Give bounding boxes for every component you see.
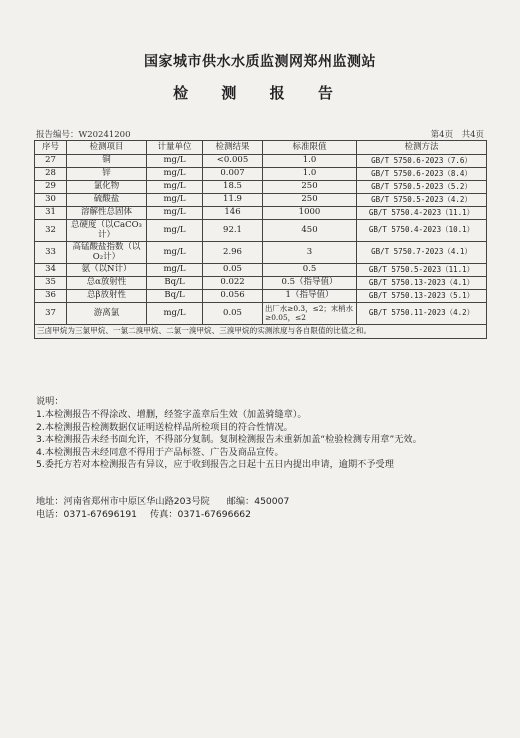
cell-no: 33 — [35, 242, 67, 264]
fax-text: 传真：0371-67696662 — [149, 508, 251, 520]
cell-item: 溶解性总固体 — [67, 207, 147, 220]
cell-item: 总硬度（以CaCO₃计） — [67, 220, 147, 242]
cell-method: GB/T 5750.5-2023（5.2） — [357, 181, 487, 194]
cell-limit: 450 — [263, 220, 357, 242]
table-row — [35, 168, 487, 181]
cell-limit: 出厂水≥0.3，≤2；末梢水≥0.05，≤2 — [263, 303, 357, 325]
results-table — [34, 140, 487, 339]
cell-limit: 0.5（指导值） — [263, 277, 357, 290]
cell-unit: mg/L — [147, 207, 203, 220]
phone-text: 电话：0371-67696191 — [36, 508, 138, 520]
note-item: 3.本检测报告未经书面允许，不得部分复制。复制检测报告未重新加盖“检验检测专用章”无效。 — [36, 434, 422, 446]
table-footnote: 三卤甲烷为三氯甲烷、一氯二溴甲烷、二氯一溴甲烷、三溴甲烷的实测浓度与各自限值的比值之和。 — [35, 325, 487, 339]
contact-section — [36, 496, 496, 521]
table-row — [35, 290, 487, 303]
cell-unit: mg/L — [147, 168, 203, 181]
cell-limit: 1.0 — [263, 168, 357, 181]
cell-no: 35 — [35, 277, 67, 290]
table-row — [35, 181, 487, 194]
cell-no: 27 — [35, 155, 67, 168]
cell-method: GB/T 5750.13-2023（4.1） — [357, 277, 487, 290]
cell-item: 锌 — [67, 168, 147, 181]
cell-unit: mg/L — [147, 303, 203, 325]
note-item: 2.本检测报告检测数据仅证明送检样品所检项目的符合性情况。 — [36, 421, 293, 433]
cell-result: 92.1 — [203, 220, 263, 242]
cell-unit: mg/L — [147, 155, 203, 168]
cell-no: 32 — [35, 220, 67, 242]
col-header-item: 检测项目 — [67, 141, 147, 155]
col-header-unit: 计量单位 — [147, 141, 203, 155]
note-item: 4.本检测报告未经同意不得用于产品标签、广告及商品宣传。 — [36, 446, 284, 458]
postcode-text: 邮编：450007 — [226, 496, 290, 507]
cell-limit: 1000 — [263, 207, 357, 220]
cell-result: 11.9 — [203, 194, 263, 207]
table-row — [35, 207, 487, 220]
cell-item: 总β放射性 — [67, 290, 147, 303]
cell-unit: mg/L — [147, 220, 203, 242]
cell-method: GB/T 5750.5-2023（11.1） — [357, 264, 487, 277]
report-number: 报告编号：W20241200 — [36, 130, 131, 140]
cell-result: <0.005 — [203, 155, 263, 168]
cell-unit: mg/L — [147, 181, 203, 194]
cell-unit: Bq/L — [147, 277, 203, 290]
table-footnote-row — [35, 325, 487, 339]
cell-item: 氨（以N计） — [67, 264, 147, 277]
cell-no: 36 — [35, 290, 67, 303]
cell-method: GB/T 5750.5-2023（4.2） — [357, 194, 487, 207]
col-header-no: 序号 — [35, 141, 67, 155]
cell-result: 0.022 — [203, 277, 263, 290]
table-row — [35, 194, 487, 207]
cell-limit: 250 — [263, 181, 357, 194]
cell-unit: mg/L — [147, 242, 203, 264]
cell-result: 0.05 — [203, 264, 263, 277]
notes-heading: 说明： — [36, 396, 64, 407]
note-item: 5.委托方若对本检测报告有异议，应于收到报告之日起十五日内提出申请，逾期不予受理 — [36, 459, 394, 471]
cell-result: 0.05 — [203, 303, 263, 325]
cell-limit: 3 — [263, 242, 357, 264]
table-row — [35, 155, 487, 168]
notes-section — [36, 396, 496, 471]
cell-limit: 1（指导值） — [263, 290, 357, 303]
table-row — [35, 264, 487, 277]
cell-limit: 250 — [263, 194, 357, 207]
page-number: 第4页 共4页 — [430, 130, 484, 140]
cell-item: 游离氯 — [67, 303, 147, 325]
cell-item: 总α放射性 — [67, 277, 147, 290]
cell-method: GB/T 5750.6-2023（7.6） — [357, 155, 487, 168]
cell-method: GB/T 5750.11-2023（4.2） — [357, 303, 487, 325]
cell-limit: 0.5 — [263, 264, 357, 277]
cell-method: GB/T 5750.4-2023（11.1） — [357, 207, 487, 220]
cell-no: 37 — [35, 303, 67, 325]
cell-unit: mg/L — [147, 264, 203, 277]
cell-item: 铜 — [67, 155, 147, 168]
cell-method: GB/T 5750.13-2023（5.1） — [357, 290, 487, 303]
cell-result: 2.96 — [203, 242, 263, 264]
cell-limit: 1.0 — [263, 155, 357, 168]
cell-no: 31 — [35, 207, 67, 220]
table-row — [35, 220, 487, 242]
cell-method: GB/T 5750.6-2023（8.4） — [357, 168, 487, 181]
report-title: 检 测 报 告 — [173, 84, 347, 102]
cell-item: 硫酸盐 — [67, 194, 147, 207]
cell-no: 29 — [35, 181, 67, 194]
org-title: 国家城市供水水质监测网郑州监测站 — [144, 54, 376, 70]
cell-result: 18.5 — [203, 181, 263, 194]
cell-method: GB/T 5750.4-2023（10.1） — [357, 220, 487, 242]
cell-item: 氯化物 — [67, 181, 147, 194]
cell-method: GB/T 5750.7-2023（4.1） — [357, 242, 487, 264]
cell-item: 高锰酸盐指数（以O₂计） — [67, 242, 147, 264]
cell-result: 0.056 — [203, 290, 263, 303]
cell-unit: mg/L — [147, 194, 203, 207]
col-header-result: 检测结果 — [203, 141, 263, 155]
table-row — [35, 242, 487, 264]
note-item: 1.本检测报告不得涂改、增删，经签字盖章后生效（加盖骑缝章）。 — [36, 409, 307, 421]
table-header-row — [35, 141, 487, 155]
table-row — [35, 303, 487, 325]
col-header-limit: 标准限值 — [263, 141, 357, 155]
cell-result: 0.007 — [203, 168, 263, 181]
cell-no: 28 — [35, 168, 67, 181]
cell-no: 34 — [35, 264, 67, 277]
cell-no: 30 — [35, 194, 67, 207]
table-row — [35, 277, 487, 290]
address-text: 地址：河南省郑州市中原区华山路203号院 — [36, 496, 210, 507]
cell-result: 146 — [203, 207, 263, 220]
cell-unit: Bq/L — [147, 290, 203, 303]
col-header-method: 检测方法 — [357, 141, 487, 155]
